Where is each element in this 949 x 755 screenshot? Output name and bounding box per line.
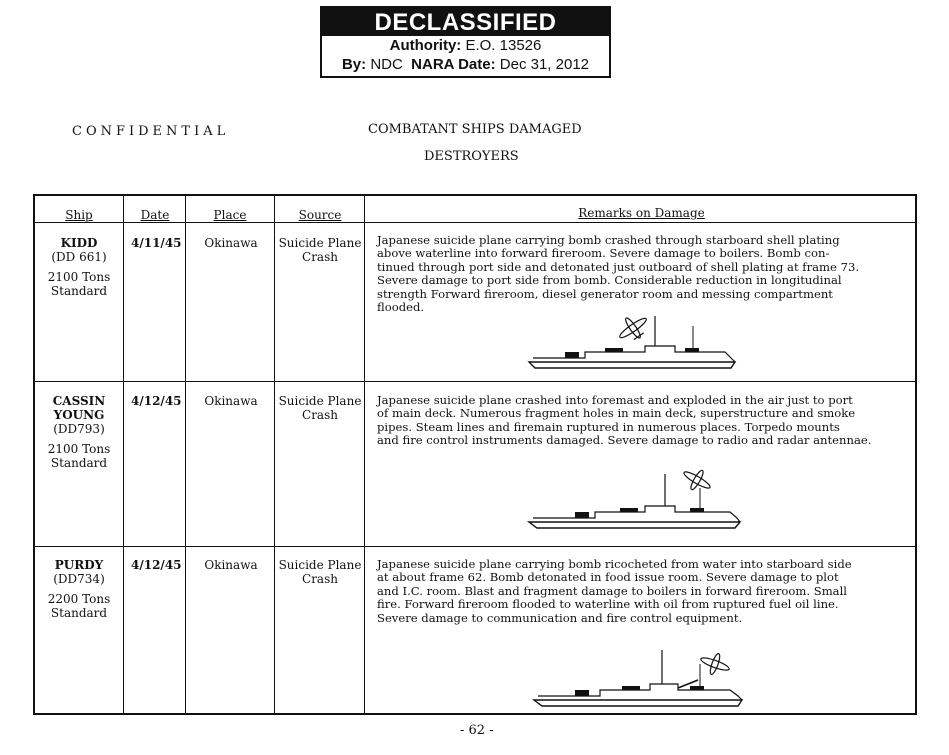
- remarks-line: Japanese suicide plane carrying bomb ricocheted from water into starboard side: [377, 557, 852, 571]
- remarks-line: Japanese suicide plane crashed into foremast and exploded in the air just to port: [377, 393, 853, 407]
- hull-number: (DD 661): [51, 250, 107, 264]
- source-line: Crash: [302, 250, 338, 264]
- hull-number: (DD793): [53, 422, 105, 436]
- authority-value: E.O. 13526: [465, 37, 542, 54]
- remarks-line: tinued through port side and detonated just outboard of shell plating at frame 73.: [377, 259, 860, 274]
- nara-label: NARA Date:: [411, 56, 496, 73]
- table-row-purdy-remarks: [377, 558, 909, 625]
- remarks-line: above waterline into forward fireroom. Severe damage to boilers. Bomb con-: [377, 246, 830, 261]
- ship-tonnage-type: Standard: [50, 284, 108, 298]
- remarks-line: flooded.: [377, 300, 425, 315]
- remarks-line: Japanese suicide plane carrying bomb crashed through starboard shell plating: [377, 233, 840, 247]
- ship-name: KIDD: [60, 236, 98, 250]
- destroyer-damage-sketch: [525, 306, 745, 376]
- column-header-remarks: Remarks on Damage: [578, 206, 705, 220]
- ship-tonnage: 2100 Tons: [47, 270, 111, 284]
- ship-name-2: YOUNG: [53, 408, 105, 422]
- table-row-cassin-young-place: Okinawa: [204, 394, 258, 408]
- column-divider: [185, 196, 186, 713]
- classification-marking: CONFIDENTIAL: [72, 124, 230, 139]
- table-row-cassin-young-source: [277, 394, 363, 422]
- remarks-line: strength Forward fireroom, diesel generator room and messing compartment: [377, 286, 833, 301]
- destroyer-damage-sketch: [525, 466, 755, 536]
- table-row-kidd-source: [277, 236, 363, 264]
- by-value: NDC: [370, 56, 403, 73]
- ship-tonnage: 2200 Tons: [47, 592, 111, 606]
- table-row-kidd-date: 4/11/45: [131, 236, 182, 250]
- stamp-authority: [322, 36, 609, 55]
- remarks-line: Severe damage to communication and fire control equipment.: [377, 610, 743, 625]
- column-divider: [274, 196, 275, 713]
- column-header-ship: Ship: [65, 208, 93, 222]
- remarks-line: Severe damage to port side from bomb. Considerable reduction in longitudinal: [377, 273, 842, 288]
- declassified-stamp: [320, 6, 611, 78]
- remarks-line: of main deck. Numerous fragment holes in main deck, superstructure and smoke: [377, 406, 856, 421]
- header-divider: [35, 222, 915, 223]
- ship-tonnage-type: Standard: [50, 606, 108, 620]
- ship-tonnage: 2100 Tons: [47, 442, 111, 456]
- by-label: By:: [341, 56, 367, 73]
- source-line: Crash: [302, 572, 338, 586]
- remarks-line: fire. Forward fireroom flooded to waterline with oil from ruptured fuel oil line.: [377, 597, 839, 612]
- source-line: Suicide Plane: [278, 558, 362, 572]
- source-line: Suicide Plane: [278, 394, 362, 408]
- stamp-by-line: [322, 55, 609, 74]
- destroyer-damage-sketch: [530, 644, 755, 714]
- remarks-line: and I.C. room. Blast and fragment damage to boilers in forward fireroom. Small: [377, 583, 848, 598]
- table-row-purdy-ship: [35, 558, 123, 620]
- ship-name: PURDY: [54, 558, 104, 572]
- page-subtitle: DESTROYERS: [424, 149, 519, 164]
- table-row-kidd-ship: [35, 236, 123, 298]
- remarks-line: and fire control instruments damaged. Severe damage to radio and radar antennae.: [377, 433, 872, 448]
- remarks-line: pipes. Steam lines and firemain ruptured in numerous places. Torpedo mounts: [377, 419, 840, 434]
- table-row-cassin-young-remarks: [377, 394, 909, 448]
- table-row-cassin-young-ship: [35, 394, 123, 470]
- authority-label: Authority:: [389, 37, 462, 54]
- nara-value: Dec 31, 2012: [499, 56, 590, 73]
- table-row-kidd-remarks: [377, 234, 909, 314]
- table-row-cassin-young-date: 4/12/45: [131, 394, 182, 408]
- stamp-title: DECLASSIFIED: [322, 8, 609, 36]
- ship-tonnage-type: Standard: [50, 456, 108, 470]
- source-line: Suicide Plane: [278, 236, 362, 250]
- ship-name: CASSIN: [52, 394, 106, 408]
- row-divider: [35, 381, 915, 382]
- column-header-source: Source: [298, 208, 342, 222]
- column-divider: [364, 196, 365, 713]
- page-number: - 62 -: [460, 723, 494, 738]
- remarks-line: at about frame 62. Bomb detonated in food issue room. Severe damage to plot: [377, 570, 839, 585]
- hull-number: (DD734): [53, 572, 105, 586]
- page-title: COMBATANT SHIPS DAMAGED: [368, 122, 582, 137]
- column-header-place: Place: [213, 208, 247, 222]
- table-row-purdy-date: 4/12/45: [131, 558, 182, 572]
- column-header-date: Date: [140, 208, 170, 222]
- column-divider: [123, 196, 124, 713]
- table-row-purdy-place: Okinawa: [204, 558, 258, 572]
- source-line: Crash: [302, 408, 338, 422]
- damage-table: [33, 194, 917, 715]
- table-row-kidd-place: Okinawa: [204, 236, 258, 250]
- table-row-purdy-source: [277, 558, 363, 586]
- row-divider: [35, 546, 915, 547]
